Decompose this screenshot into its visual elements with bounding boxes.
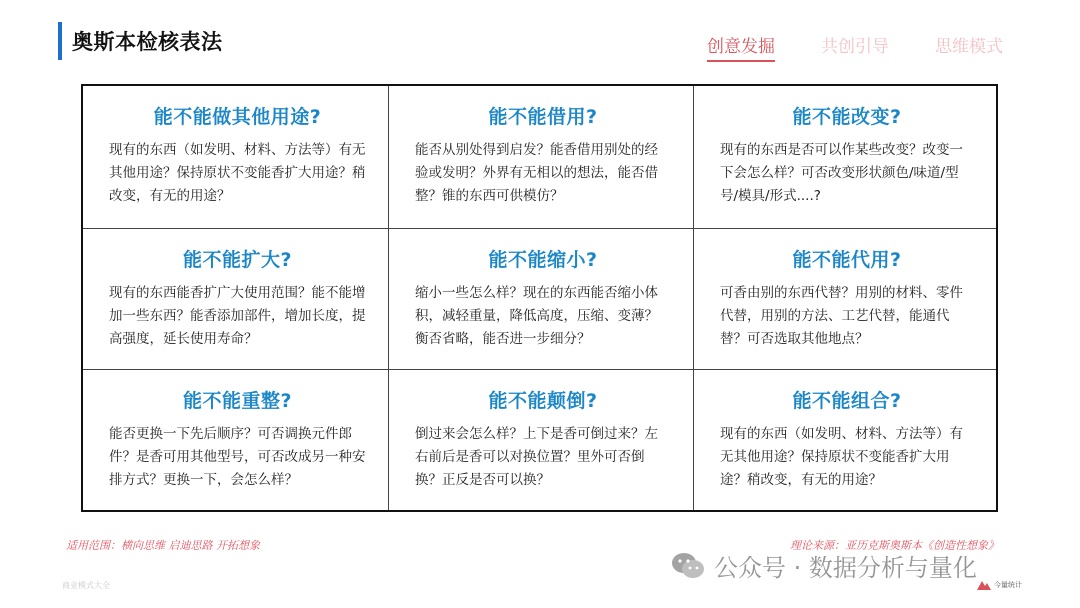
cell-title: 能不能缩小? (488, 249, 598, 271)
tab-co-creation[interactable]: 共创引导 (821, 37, 889, 57)
wechat-icon (670, 551, 706, 581)
tab-creative-discovery[interactable]: 创意发掘 (707, 32, 775, 62)
cell-body: 能否更换一下先后顺序？可否调换元件郎件？是香可用其他型号，可否改成另一种安排方式？更换一下，会怎么样？ (109, 426, 366, 488)
cell-body: 可香由别的东西代替？用别的材料、零件代替，用别的方法、工艺代替，能通代替？可否选取其他地点？ (720, 285, 963, 347)
cell-title: 能不能组合? (792, 390, 902, 412)
cell-body: 现有的东西（如发明、材料、方法等）有无其他用途？保持原状不变能香扩大用途？稍改变，有无的用途？ (109, 142, 366, 204)
cell-body: 现有的东西（如发明、材料、方法等）有无其他用途？保持原状不变能香扩大用途？稍改变，有无的用途？ (720, 426, 963, 488)
cell-title: 能不能颠倒? (488, 390, 598, 412)
cell-body: 缩小一些怎么样？现在的东西能否缩小体积，减轻重量，降低高度，压缩、变薄？衡否省略，能否进一步细分？ (415, 285, 658, 347)
cell-body: 现有的东西是否可以作某些改变？改变一下会怎么样？可否改变形状颜色/味道/型号/模具/形式....? (720, 142, 963, 204)
checklist-grid (81, 84, 998, 512)
watermark-text: 公众号 · 数据分析与量化 (714, 554, 977, 582)
page-title: 奥斯本检核表法 (72, 30, 223, 54)
corner-note: 商业模式大全 (62, 581, 110, 590)
cell-title: 能不能扩大? (182, 249, 293, 271)
cell-title: 能不能代用? (792, 249, 902, 271)
tab-thinking-mode[interactable]: 思维模式 (935, 37, 1003, 57)
cell-body: 现有的东西能香扩广大使用范围？能不能增加一些东西？能香添加部件，增加长度，提高强度，延长使用寿命？ (109, 285, 366, 347)
cell-combine (694, 370, 996, 510)
cell-rearrange (83, 370, 389, 510)
cell-other-uses (83, 86, 389, 229)
brand-logo-text: 今量统计 (994, 581, 1022, 589)
cell-borrow (389, 86, 694, 229)
top-nav (707, 32, 1049, 62)
title-accent-bar (58, 22, 62, 60)
cell-body: 倒过来会怎么样？上下是香可倒过来？左右前后是香可以对换位置？里外可否倒换？正反是否可以换？ (415, 426, 658, 488)
cell-shrink (389, 229, 694, 370)
watermark (670, 548, 977, 583)
cell-change (694, 86, 996, 229)
cell-title: 能不能借用? (488, 106, 598, 128)
brand-logo (976, 579, 1022, 591)
brand-logo-icon (976, 579, 992, 591)
cell-title: 能不能重整? (182, 390, 293, 412)
cell-substitute (694, 229, 996, 370)
cell-enlarge (83, 229, 389, 370)
scope-note: 适用范围：横向思维 启迪思路 开拓想象 (66, 539, 260, 552)
cell-title: 能不能改变? (792, 106, 902, 128)
source-note: 理论来源：亚历克斯奥斯本《创造性想象》 (790, 539, 999, 552)
cell-body: 能否从别处得到启发？能香借用别处的经验或发明？外界有无相以的想法，能否借整？锥的东西可供模仿？ (415, 142, 658, 204)
cell-reverse (389, 370, 694, 510)
cell-title: 能不能做其他用途? (153, 106, 322, 128)
